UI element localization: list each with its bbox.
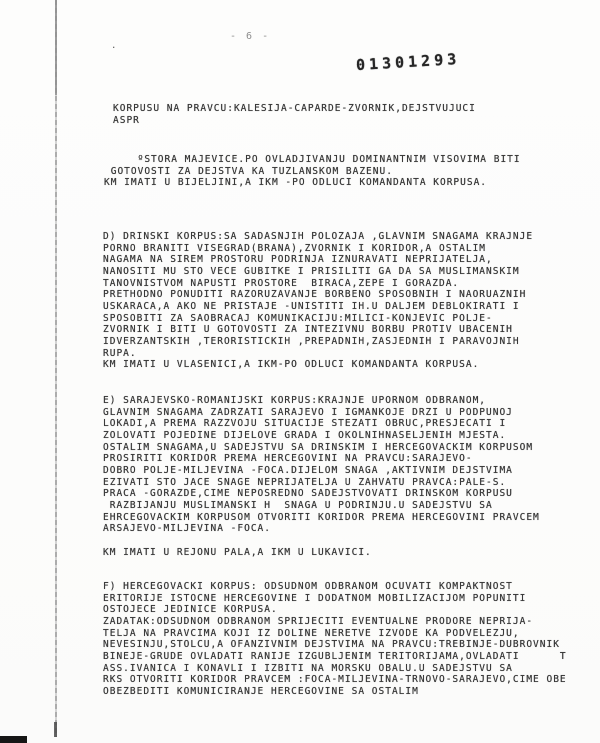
page-number: - 6 - — [230, 31, 271, 42]
intro-paragraph: KORPUSU NA PRAVCU:KALESIJA-CAPARDE-ZVORNIK,DEJSTVUJUCI ASPR — [113, 103, 476, 126]
majevica-paragraph: ºSTORA MAJEVICE.PO OVLADJIVANJU DOMINANTNIM VISOVIMA BITI GOTOVOSTI ZA DEJSTVA KA TUZLANSKOM BAZENU. KM IMATI U BIJELJINI,A IKM -PO ODLUCI KOMANDANTA KORPUSA. — [104, 154, 521, 189]
sarajevsko-romanijski-korpus-paragraph: E) SARAJEVSKO-ROMANIJSKI KORPUS:KRAJNJE UPORNOM ODBRANOM, GLAVNIM SNAGAMA ZADRZATI SARAJEVO I IGMANKOJE DRZI U PODPUNOJ LOKADI,A PREMA RAZZVOJU SITUACIJE STEZATI OBRUC,PRESJECATI I ZOLOVATI POJEDINE DIJELOVE GRADA I OKOLNIHNASELJENIH MJESTA. OSTALIM SNAGAMA,U SADEJSTVU SA DRINSKIM I HERCEGOVACKIM KORPUSOM PROSIRITI KORIDOR PREMA HERCEGOVINI NA PRAVCU:SARAJEVO- DOBRO POLJE-MILJEVINA -FOCA.DIJELOM SNAGA ,AKTIVNIM DEJSTVIMA EZIVATI STO JACE SNAGE NEPRIJATELJA U ZAHVATU PRAVCA:PALE-S. PRACA -GORAZDE,CIME NEPOSREDNO SADEJSTVOVATI DRINSKOM KORPUSU RAZBIJANJU MUSLIMANSKI H SNAGA U PODRINJU.U SADEJSTVU SA EHRCEGOVACKIM KORPUSOM OTVORITI KORIDOR PREMA HERCEGOVINI PRAVCEM ARSAJEVO-MILJEVINA -FOCA. — [103, 395, 540, 535]
document-stamp-number: 01301293 — [355, 49, 461, 75]
km-pala-note: KM IMATI U REJONU PALA,A IKM U LUKAVICI. — [103, 547, 372, 558]
bottom-left-scan-mark — [0, 736, 27, 743]
page-edge-line-bottom — [54, 722, 57, 737]
page-edge-line — [55, 0, 57, 737]
page-edge-line-top — [55, 0, 57, 95]
hercegovacki-korpus-paragraph: F) HERCEGOVACKI KORPUS: ODSUDNOM ODBRANOM OCUVATI KOMPAKTNOST ERITORIJE ISTOCNE HERCEGOVINE I DODATNOM MOBILIZACIJOM POPUNITI OSTOJECE JEDINICE KORPUSA. ZADATAK:ODSUDNOM ODBRANOM SPRIJECITI EVENTUALNE PRODORE NEPRIJA- TELJA NA PRAVCIMA KOJI IZ DOLINE NERETVE IZVODE KA PODVELEZJU, NEVESINJU,STOLCU,A OFANZIVNIM DEJSTVIMA NA PRAVCU:TREBINJE-DUBROVNIK BINEJE-GRUDE OVLADATI RANIJE IZGUBLJENIM TERITORIJAMA,OVLADATI T ASS.IVANICA I KONAVLI I IZBITI NA MORSKU OBALU.U SADEJSTVU SA RKS OTVORITI KORIDOR PRAVCEM :FOCA-MILJEVINA-TRNOVO-SARAJEVO,CIME OBE OBEZBEDITI KOMUNICIRANJE HERCEGOVINE SA OSTALIM — [103, 581, 567, 697]
stray-dot-mark: . — [111, 41, 117, 51]
drinski-korpus-paragraph: D) DRINSKI KORPUS:SA SADASNJIH POLOZAJA ,GLAVNIM SNAGAMA KRAJNJE PORNO BRANITI VISEGRAD(BRANA),ZVORNIK I KORIDOR,A OSTALIM NAGAMA NA SIREM PROSTORU PODRINJA IZNURAVATI NEPRIJATELJA, NANOSITI MU STO VECE GUBITKE I PRISILITI GA DA SA MUSLIMANSKIM TANOVNISTVOM NAPUSTI PROSTORE BIRACA,ZEPE I GORAZDA. PRETHODNO PONUDITI RAZORUZAVANJE BORBENO SPOSOBNIH I NAORUAZNIH USKARACA,A AKO NE PRISTAJE -UNISTITI IH.U DALJEM DEBLOKIRATI I SPOSOBITI ZA SAOBRACAJ KOMUNIKACIJU:MILICI-KONJEVIC POLJE- ZVORNIK I BITI U GOTOVOSTI ZA INTEZIVNU BORBU PROTIV UBACENIH IDVERZANTSKIH ,TERORISTICKIH ,PREPADNIH,ZASJEDNIH I PARAVOJNIH RUPA. KM IMATI U VLASENICI,A IKM-PO ODLUCI KOMANDANTA KORPUSA. — [103, 231, 534, 371]
